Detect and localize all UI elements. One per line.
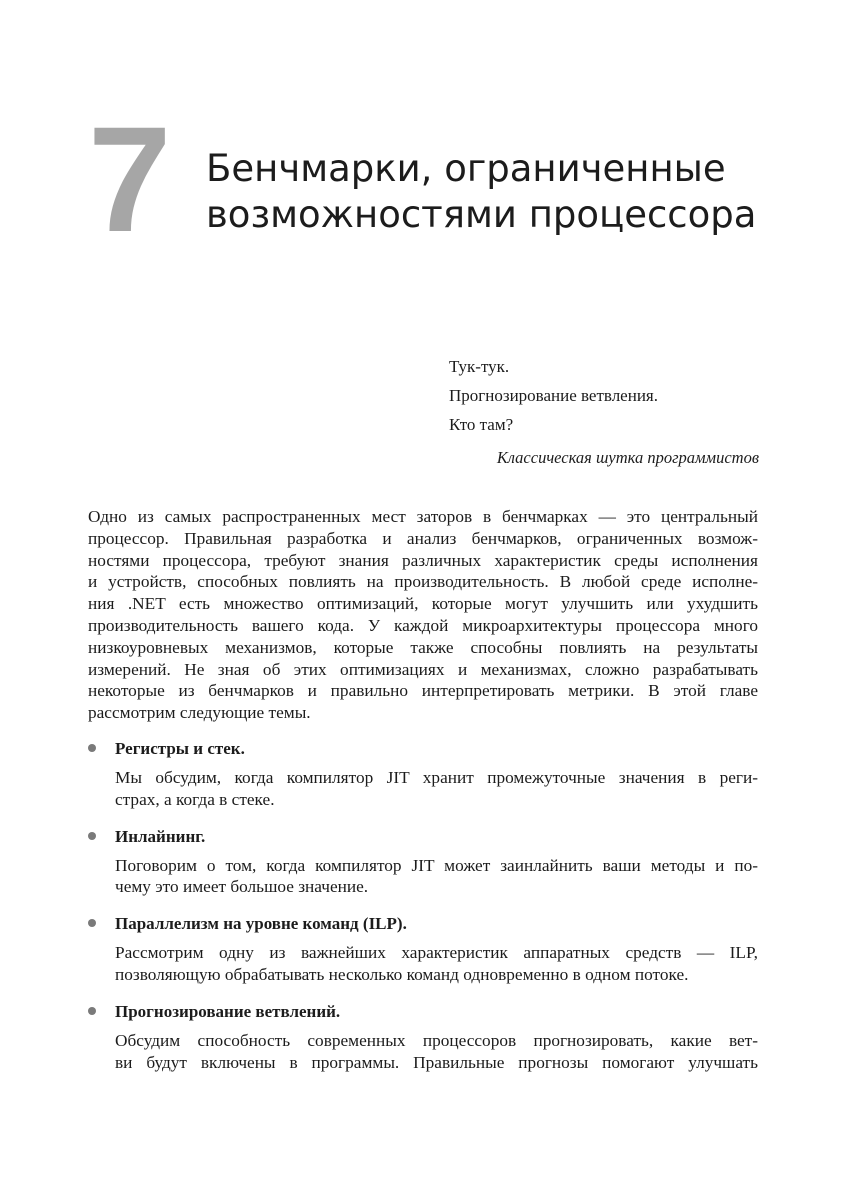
topic-description (115, 767, 758, 811)
topic-title: Регистры и стек. (115, 739, 245, 758)
intro-paragraph (88, 506, 758, 724)
chapter-number: 7 (88, 95, 168, 263)
paragraph-line: измерений. Не зная об этих оптимизациях и механизмах, сложно разрабатывать (88, 659, 758, 679)
topic-list (88, 737, 758, 1087)
topic-item (88, 912, 758, 986)
epigraph-line: Кто там? (449, 415, 514, 434)
paragraph-line: низкоуровневых механизмов, которые также способны повлиять на результаты (88, 637, 758, 657)
topic-description (115, 942, 758, 986)
paragraph-line: Одно из самых распространенных мест заторов в бенчмарках — это центральный (88, 507, 758, 526)
bullet-icon (88, 744, 96, 752)
topic-title: Прогнозирование ветвлений. (115, 1001, 341, 1021)
paragraph-line: рассмотрим следующие темы. (88, 703, 311, 723)
paragraph-line: некоторые из бенчмарков и правильно интерпретировать метрики. В этой главе (88, 681, 758, 701)
topic-title: Параллелизм на уровне команд (ILP). (115, 914, 407, 934)
paragraph-line: процессор. Правильная разработка и анализ бенчмарков, ограниченных возмож- (88, 528, 758, 548)
topic-line: Поговорим о том, когда компилятор JIT может заинлайнить ваши методы и по- (115, 855, 758, 875)
paragraph-line: ностями процессора, требуют знания различных характеристик среды исполнения (88, 550, 758, 570)
topic-item (88, 1000, 758, 1074)
epigraph-source: Классическая шутка программистов (496, 448, 759, 467)
topic-line: Мы обсудим, когда компилятор JIT хранит промежуточные значения в реги- (115, 768, 758, 787)
topic-line: чему это имеет большое значение. (115, 877, 369, 897)
chapter-title (206, 146, 806, 238)
topic-line: позволяющую обрабатывать несколько команд одновременно в одном потоке. (115, 964, 689, 984)
paragraph-line: ния .NET есть множество оптимизаций, которые могут улучшить или ухудшить (88, 594, 758, 614)
paragraph-line: производительность вашего кода. У каждой микроархитектуры процессора много (88, 615, 758, 635)
bullet-icon (88, 832, 96, 840)
topic-description (115, 855, 758, 899)
bullet-icon (88, 919, 96, 927)
epigraph-line: Тук-тук. (449, 357, 510, 376)
topic-item (88, 737, 758, 811)
topic-line: Обсудим способность современных процессоров прогнозировать, какие вет- (115, 1030, 758, 1050)
paragraph-line: и устройств, способных повлиять на производительность. В любой среде исполне- (88, 572, 758, 592)
topic-title: Инлайнинг. (115, 826, 206, 846)
topic-item (88, 825, 758, 899)
topic-line: ви будут включены в программы. Правильные прогнозы помогают улучшать (115, 1052, 758, 1072)
topic-line: Рассмотрим одну из важнейших характеристик аппаратных средств — ILP, (115, 943, 758, 963)
chapter-title-line: возможностями процессора (206, 193, 757, 236)
epigraph (449, 356, 759, 469)
topic-description (115, 1030, 758, 1074)
bullet-icon (88, 1007, 96, 1015)
epigraph-line: Прогнозирование ветвления. (449, 386, 658, 405)
chapter-title-line: Бенчмарки, ограниченные (206, 147, 726, 190)
topic-line: страх, а когда в стеке. (115, 789, 275, 809)
